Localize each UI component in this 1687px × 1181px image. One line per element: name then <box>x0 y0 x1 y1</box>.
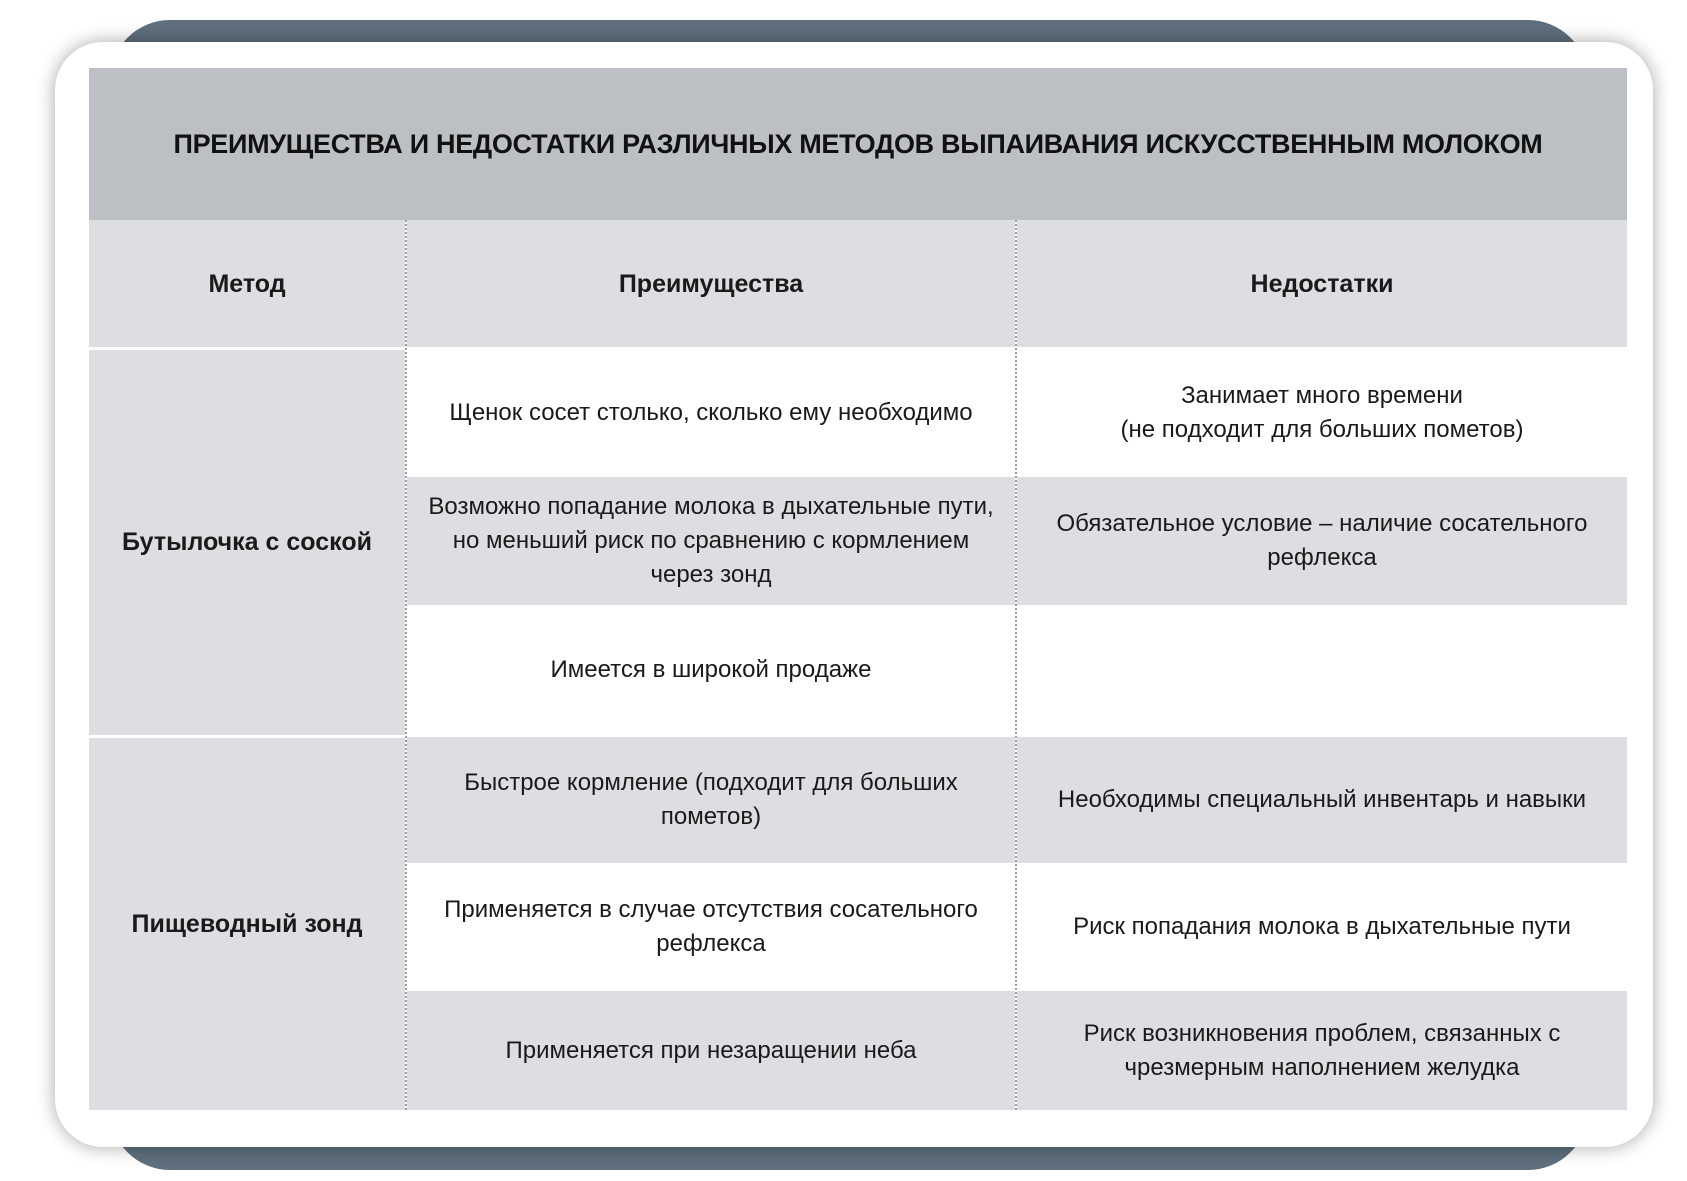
advantage-cell: Применяется при незаращении неба <box>407 991 1015 1110</box>
row-divider <box>89 736 405 738</box>
disadvantage-cell: Необходимы специальный инвентарь и навыки <box>1017 737 1627 863</box>
disadvantage-cell: Обязательное условие – наличие сосательного рефлекса <box>1017 477 1627 605</box>
header-method: Метод <box>89 220 405 347</box>
header-disadvantages: Недостатки <box>1017 220 1627 347</box>
column-divider <box>1015 220 1017 1110</box>
advantage-cell: Применяется в случае отсутствия сосательного рефлекса <box>407 863 1015 991</box>
column-divider <box>405 220 407 1110</box>
method-bottle: Бутылочка с соской <box>89 349 405 735</box>
table-title: ПРЕИМУЩЕСТВА И НЕДОСТАТКИ РАЗЛИЧНЫХ МЕТОДОВ ВЫПАИВАНИЯ ИСКУССТВЕННЫМ МОЛОКОМ <box>89 68 1627 220</box>
method-tube: Пищеводный зонд <box>89 737 405 1110</box>
row-divider <box>89 348 405 350</box>
comparison-table <box>89 68 1627 1110</box>
header-advantages: Преимущества <box>407 220 1015 347</box>
advantage-cell: Имеется в широкой продаже <box>407 605 1015 735</box>
disadvantage-cell <box>1017 605 1627 735</box>
disadvantage-cell: Риск возникновения проблем, связанных с чрезмерным наполнением желудка <box>1017 991 1627 1110</box>
advantage-cell: Щенок сосет столько, сколько ему необходимо <box>407 349 1015 477</box>
disadvantage-cell: Занимает много времени (не подходит для больших пометов) <box>1017 349 1627 477</box>
advantage-cell: Быстрое кормление (подходит для больших пометов) <box>407 737 1015 863</box>
advantage-cell: Возможно попадание молока в дыхательные пути, но меньший риск по сравнению с кормлением через зонд <box>407 477 1015 605</box>
disadvantage-cell: Риск попадания молока в дыхательные пути <box>1017 863 1627 991</box>
